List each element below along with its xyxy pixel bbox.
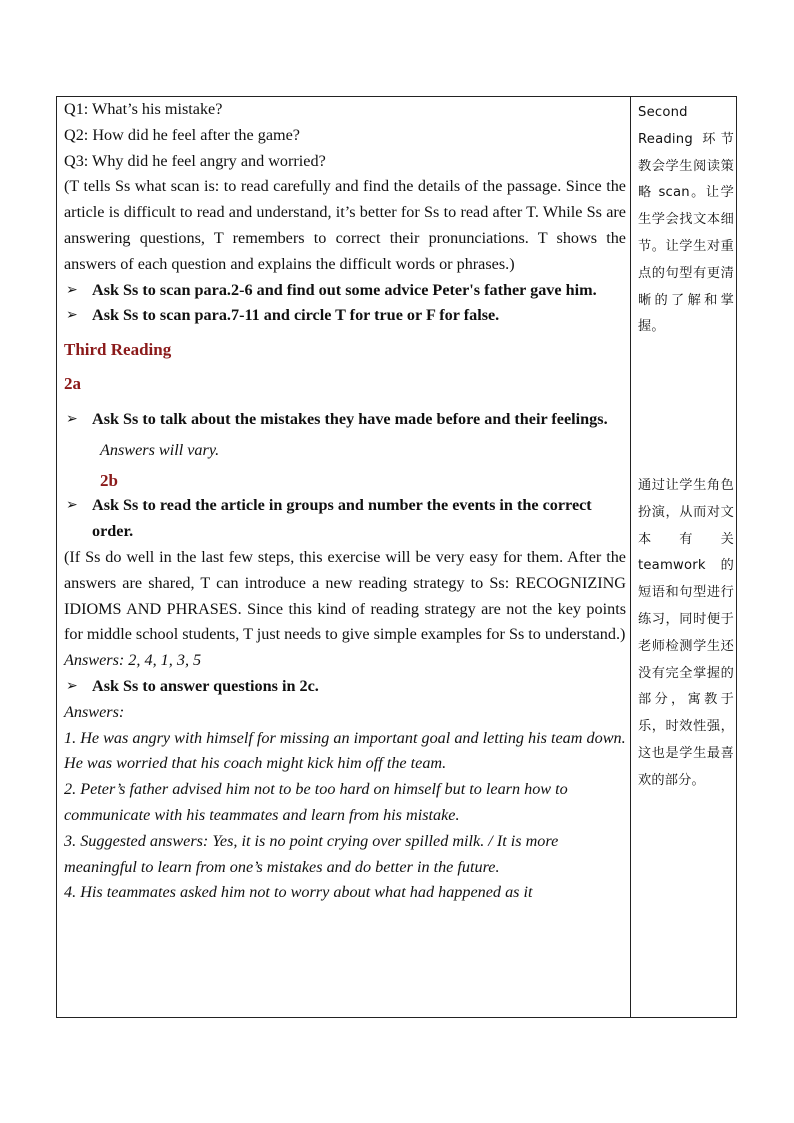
arrowhead-bullet-icon: ➢ xyxy=(66,497,78,514)
procedure-column xyxy=(64,97,626,906)
bullet-item xyxy=(64,493,626,545)
bullet-item xyxy=(64,674,626,700)
answers-2b: Answers: 2, 4, 1, 3, 5 xyxy=(64,651,202,670)
bullet-text: Ask Ss to scan para.7-11 and circle T for true or F for false. xyxy=(92,306,500,325)
answer-4: 4. His teammates asked him not to worry about what had happened as it xyxy=(64,883,533,902)
bullet-item xyxy=(64,403,626,436)
arrowhead-bullet-icon: ➢ xyxy=(66,307,78,324)
bullet-text: Ask Ss to talk about the mistakes they have made before and their feelings. xyxy=(92,409,608,428)
answer-2: 2. Peter’s father advised him not to be too hard on himself but to learn how to communicate with his teammates and learn from his mistake. xyxy=(64,780,568,824)
answer-1: 1. He was angry with himself for missing an important goal and letting his team down. He was worried that his coach might kick him off the team. xyxy=(64,728,626,773)
bullet-text: Ask Ss to answer questions in 2c. xyxy=(92,676,319,695)
notes-column xyxy=(638,97,734,788)
design-note-1: Second Reading 环节教会学生阅读策略 scan。让学生学会找文本细节。让学生对重点的句型有更清晰的了解和掌握。 xyxy=(638,105,734,335)
activity-label-2b: 2b xyxy=(100,470,118,490)
arrowhead-bullet-icon: ➢ xyxy=(66,281,78,298)
column-divider xyxy=(630,97,631,1017)
lesson-plan-table xyxy=(56,96,737,1018)
bullet-text: Ask Ss to scan para.2-6 and find out some advice Peter's father gave him. xyxy=(92,280,597,299)
arrowhead-bullet-icon: ➢ xyxy=(66,410,78,427)
design-note-2: 通过让学生角色扮演，从而对文本有关 teamwork 的短语和句型进行练习，同时便于老师检测学生还没有完全掌握的部分，寓教于乐，时效性强，这也是学生最喜欢的部分。 xyxy=(638,478,734,788)
question-2: Q2: How did he feel after the game? xyxy=(64,125,300,144)
activity-label-2a: 2a xyxy=(64,373,81,393)
bullet-item xyxy=(64,303,626,329)
answer-3: 3. Suggested answers: Yes, it is no point crying over spilled milk. / It is more meaningful to learn from one’s mistakes and do better in the future. xyxy=(64,831,559,876)
answers-vary: Answers will vary. xyxy=(100,440,220,459)
note-2b: (If Ss do well in the last few steps, this exercise will be very easy for them. After the answers are shared, T can introduce a new reading strategy to Ss: RECOGNIZING IDIOMS AND PHRASES. Since this kind of reading strategy are not the key points for middle school students, T just needs to give simple examples for Ss to understand.) xyxy=(64,547,626,644)
section-heading: Third Reading xyxy=(64,340,172,360)
bullet-text: Ask Ss to read the article in groups and number the events in the correct order. xyxy=(92,496,592,541)
scan-note: (T tells Ss what scan is: to read carefully and find the details of the passage. Since the article is difficult to read and understand, it’s better for Ss to read after T. While Ss are answering questions, T remembers to correct their pronunciations. T shows the answers of each question and explains the difficult words or phrases.) xyxy=(64,177,626,273)
question-3: Q3: Why did he feel angry and worried? xyxy=(64,151,326,170)
bullet-item xyxy=(64,278,626,304)
question-1: Q1: What’s his mistake? xyxy=(64,100,223,118)
arrowhead-bullet-icon: ➢ xyxy=(66,677,78,694)
answers-label: Answers: xyxy=(64,702,125,721)
